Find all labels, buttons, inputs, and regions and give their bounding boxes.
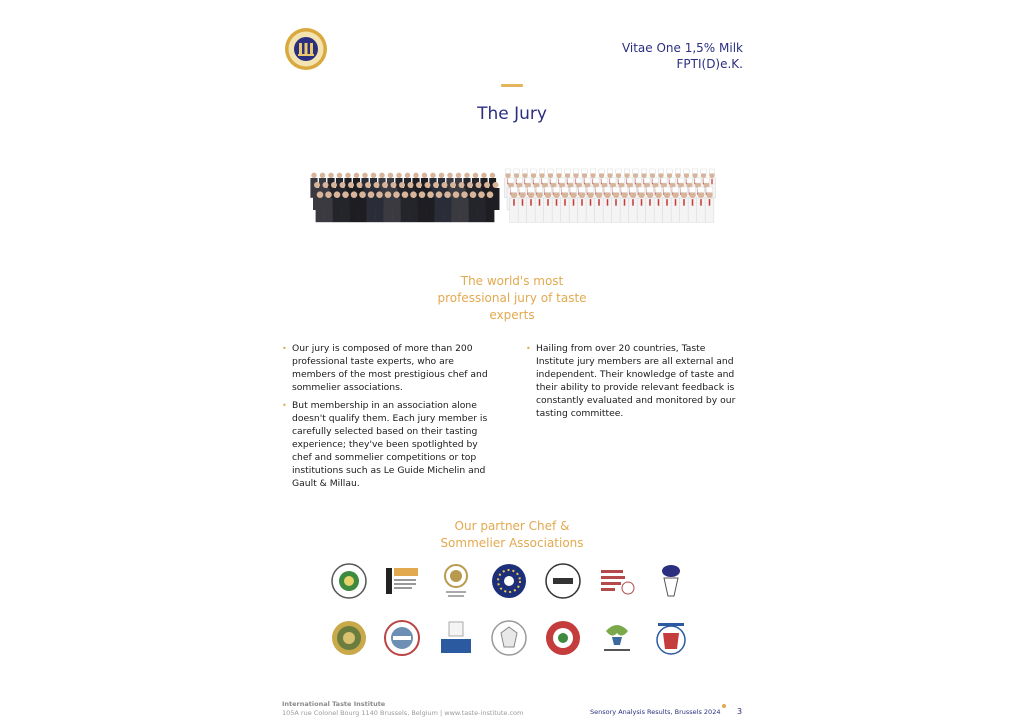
- footer-report-title: Sensory Analysis Results, Brussels 2024: [590, 708, 721, 716]
- tagline-line-3: experts: [489, 308, 535, 322]
- accent-bar: [501, 84, 523, 87]
- page-number: 3: [737, 707, 743, 716]
- partner-logo-acpp: [383, 562, 421, 600]
- partner-logo-asi: [437, 562, 475, 600]
- bullet-dot: •: [526, 344, 531, 353]
- bullet-text: Hailing from over 20 countries, Taste Institute jury members are all external and independent. Their knowledge of taste and their ability to provide relevant feedback is constantly evaluated and monitored by our tasting committee.: [536, 343, 736, 419]
- partner-logo-euro-toques: [490, 562, 528, 600]
- product-name: Vitae One 1,5% Milk: [621, 41, 743, 55]
- page-title: The Jury: [477, 104, 547, 124]
- bullet-dot: •: [282, 401, 287, 410]
- partner-logo-9: [383, 619, 421, 657]
- partner-logo-maitres-cuisiniers: [598, 619, 636, 657]
- partner-logo-chef-figure: [652, 562, 690, 600]
- bullet-dot: •: [282, 344, 287, 353]
- left-column: [282, 342, 500, 495]
- tagline-line-2: professional jury of taste: [437, 291, 587, 305]
- partners-title-line-2: Sommelier Associations: [440, 536, 584, 550]
- partners-title: [412, 518, 612, 552]
- bullet-item: [282, 399, 500, 490]
- partner-logo-8: [330, 619, 368, 657]
- partner-logo-12: [544, 619, 582, 657]
- partner-logo-federazione: [652, 619, 690, 657]
- partner-logo-facyre: [544, 562, 582, 600]
- tagline: [412, 273, 612, 324]
- bullet-text: But membership in an association alone doesn't qualify them. Each jury member is carefully selected based on their tasting experience; they've been spotlighted by chef and sommelier competitions or top institutions such as Le Guide Michelin and Gault & Millau.: [292, 400, 488, 489]
- bullet-item: [282, 342, 500, 394]
- footer-organization: International Taste Institute: [282, 700, 386, 708]
- jury-group-photo: [308, 164, 718, 236]
- tagline-line-1: The world's most: [460, 274, 564, 288]
- partner-logo-chefs-club: [437, 619, 475, 657]
- footer-dot: [722, 704, 726, 708]
- header-product-info: [622, 40, 743, 72]
- right-column: [526, 342, 744, 425]
- company-name: FPTI(D)e.K.: [676, 57, 743, 71]
- partner-logo-11: [490, 619, 528, 657]
- bullet-item: [526, 342, 744, 420]
- partner-logo-1: [330, 562, 368, 600]
- partners-title-line-1: Our partner Chef &: [454, 519, 570, 533]
- footer-address: 105A rue Colonel Bourg 1140 Brussels, Belgium | www.taste-institute.com: [282, 709, 524, 717]
- partner-logo-royal-academy: [598, 562, 636, 600]
- bullet-text: Our jury is composed of more than 200 professional taste experts, who are members of the most prestigious chef and sommelier associations.: [292, 343, 488, 393]
- international-taste-institute-logo: [284, 27, 328, 71]
